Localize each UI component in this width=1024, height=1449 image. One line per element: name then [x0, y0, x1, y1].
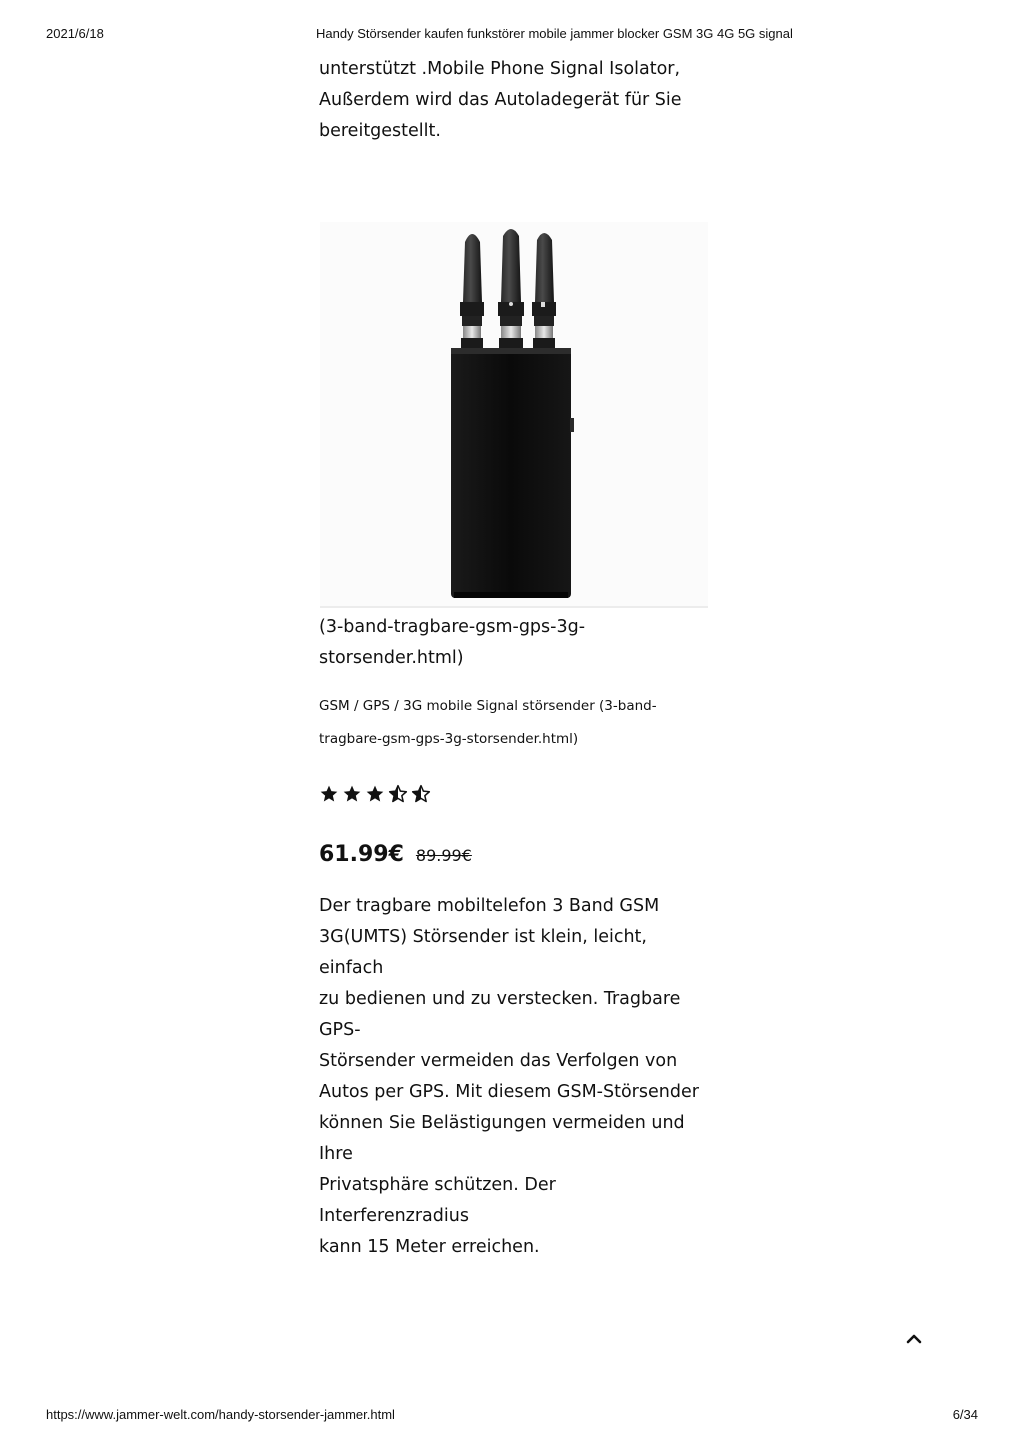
intro-line: unterstützt .Mobile Phone Signal Isolator,: [319, 59, 681, 79]
antenna-left: [460, 234, 484, 350]
product-image[interactable]: [320, 222, 708, 608]
price-block: [319, 842, 709, 867]
product-link[interactable]: [319, 612, 709, 674]
chevron-up-icon: [902, 1328, 926, 1348]
star-full-icon: [365, 784, 385, 804]
product-name-link[interactable]: [319, 690, 709, 756]
print-footer: [0, 1407, 1024, 1423]
description-line: Der tragbare mobiltelefon 3 Band GSM: [319, 896, 660, 916]
star-rating: [319, 782, 709, 806]
print-header: [0, 26, 1024, 42]
star-half-icon: [388, 784, 408, 804]
antenna-right: [532, 233, 556, 350]
print-url: https://www.jammer-welt.com/handy-storsender-jammer.html: [46, 1407, 395, 1422]
print-page-title: Handy Störsender kaufen funkstörer mobile jammer blocker GSM 3G 4G 5G signal: [316, 26, 793, 41]
description-line: 3G(UMTS) Störsender ist klein, leicht, einfach: [319, 927, 647, 978]
product-link-line[interactable]: (3-band-tragbare-gsm-gps-3g-: [319, 617, 586, 637]
print-date: 2021/6/18: [46, 26, 104, 41]
intro-text: [319, 54, 709, 147]
product-name-line[interactable]: tragbare-gsm-gps-3g-storsender.html): [319, 731, 579, 747]
old-price: 89.99€: [415, 846, 472, 865]
star-full-icon: [342, 784, 362, 804]
description-line: kann 15 Meter erreichen.: [319, 1237, 540, 1257]
current-price: 61.99€: [319, 842, 404, 867]
description-line: Störsender vermeiden das Verfolgen von: [319, 1051, 678, 1071]
intro-line: bereitgestellt.: [319, 121, 441, 141]
page-number: 6/34: [952, 1407, 978, 1422]
description-line: Autos per GPS. Mit diesem GSM-Störsender: [319, 1082, 699, 1102]
description-line: können Sie Belästigungen vermeiden und Ihre: [319, 1113, 685, 1164]
antenna-middle: [498, 229, 524, 350]
description-line: Privatsphäre schützen. Der Interferenzradius: [319, 1175, 556, 1226]
description-line: zu bedienen und zu verstecken. Tragbare GPS-: [319, 989, 681, 1040]
star-half-icon: [411, 784, 431, 804]
star-full-icon: [319, 784, 339, 804]
product-name-line[interactable]: GSM / GPS / 3G mobile Signal störsender (3-band-: [319, 698, 657, 714]
jammer-device-illustration: [320, 222, 708, 606]
back-to-top-button[interactable]: [902, 1328, 926, 1348]
product-link-line[interactable]: storsender.html): [319, 648, 464, 668]
intro-line: Außerdem wird das Autoladegerät für Sie: [319, 90, 682, 110]
product-description: [319, 891, 709, 1263]
